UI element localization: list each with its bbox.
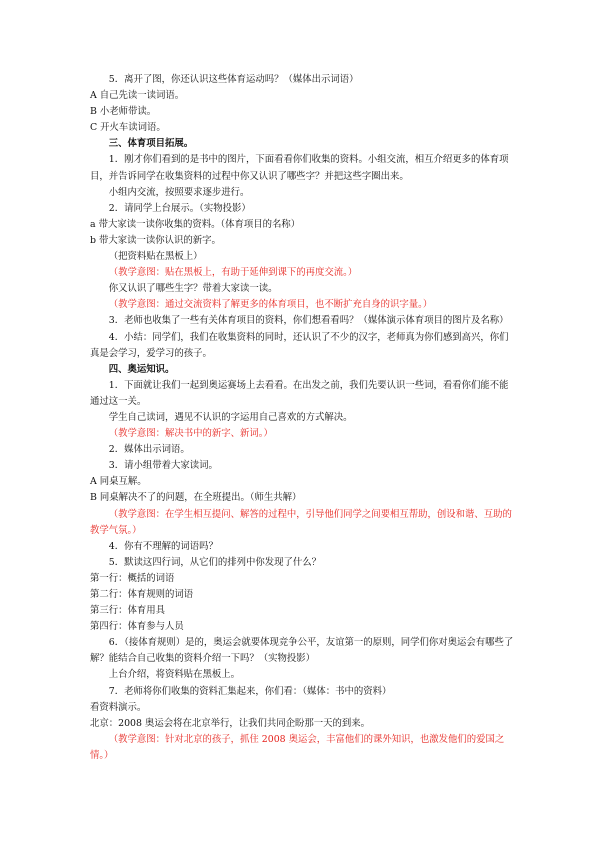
section-heading: 四、奥运知识。 xyxy=(108,363,175,375)
section-heading: 三、体育项目拓展。 xyxy=(108,138,194,150)
paragraph: 你又认识了哪些生字？带着大家读一读。 xyxy=(108,283,278,295)
paragraph: 6．（接体育规则）是的，奥运会就要体现竞争公平，友谊第一的原则，同学们你对奥运会有哪些了解？能结合自己收集的资料介绍一下吗？（实物投影） xyxy=(90,637,514,665)
list-line: 北京：2008 奥运会将在北京举行，让我们共同企盼那一天的到来。 xyxy=(90,717,370,729)
paragraph: 7．老师将你们收集的资料汇集起来，你们看：（媒体：书中的资料） xyxy=(108,685,392,697)
teaching-intent-note: （教学意图：在学生相互提问、解答的过程中，引导他们同学之间要相互帮助，创设和谐、互助的教学气氛。） xyxy=(90,508,512,536)
paragraph: （把资料贴在黑板上） xyxy=(108,251,203,263)
list-line: 第四行：体育参与人员 xyxy=(90,621,184,633)
paragraph: 4．你有不理解的词语吗？ xyxy=(108,540,218,552)
paragraph: 学生自己读词，遇见不认识的字运用自己喜欢的方式解决。 xyxy=(108,411,353,423)
paragraph: 2．媒体出示词语。 xyxy=(108,444,190,456)
list-line: B 小老师带读。 xyxy=(90,106,157,118)
paragraph: 4．小结：同学们，我们在收集资料的同时，还认识了不少的汉字，老师真为你们感到高兴，你们真是会学习，爱学习的孩子。 xyxy=(90,331,509,359)
paragraph: 上台介绍，将资料贴在黑板上。 xyxy=(108,669,241,681)
document-body xyxy=(90,72,517,764)
list-line: A 自己先读一读词语。 xyxy=(90,90,185,102)
list-line: A 同桌互解。 xyxy=(90,476,147,488)
paragraph: 1．下面就让我们一起到奥运赛场上去看看。在出发之前，我们先要认识一些词，看看你们能不能通过这一关。 xyxy=(90,379,509,407)
teaching-intent-note: （教学意图：针对北京的孩子，抓住 2008 奥运会，丰富他们的课外知识，也激发他们的爱国之情。） xyxy=(90,733,505,761)
list-line: 第一行：概括的词语 xyxy=(90,572,175,584)
list-line: 第三行：体育用具 xyxy=(90,605,166,617)
paragraph: 小组内交流，按照要求逐步进行。 xyxy=(108,186,250,198)
list-line: 第二行：体育规则的词语 xyxy=(90,589,194,600)
paragraph: 3．老师也收集了一些有关体育项目的资料，你们想看看吗？（媒体演示体育项目的图片及名称） xyxy=(108,315,509,327)
paragraph: 5．默读这四行词，从它们的排列中你发现了什么？ xyxy=(108,556,322,568)
teaching-intent-note: （教学意图：通过交流资料了解更多的体育项目，也不断扩充自身的识字量。） xyxy=(108,299,433,311)
paragraph: 5．离开了图，你还认识这些体育运动吗？（媒体出示词语） xyxy=(108,74,359,85)
paragraph: 1．刚才你们看到的是书中的图片，下面看看你们收集的资料。小组交流，相互介绍更多的体育项目，并告诉同学在收集资料的过程中你又认识了哪些字？并把这些字圈出来。 xyxy=(90,154,509,182)
list-line: 看资料演示。 xyxy=(90,701,147,713)
list-line: C 开火车读词语。 xyxy=(90,122,166,134)
paragraph: 3．请小组带着大家读词。 xyxy=(108,460,218,472)
list-line: a 带大家读一读你收集的资料。（体育项目的名称） xyxy=(90,218,301,230)
list-line: B 同桌解决不了的问题，在全班提出。（师生共解） xyxy=(90,492,302,504)
teaching-intent-note: （教学意图：贴在黑板上，有助于延伸到课下的再度交流。） xyxy=(108,267,358,279)
teaching-intent-note: （教学意图：解决书中的新字、新词。） xyxy=(108,428,273,440)
list-line: b 带大家读一读你认识的新字。 xyxy=(90,234,221,246)
paragraph: 2．请同学上台展示。（实物投影） xyxy=(108,202,251,214)
